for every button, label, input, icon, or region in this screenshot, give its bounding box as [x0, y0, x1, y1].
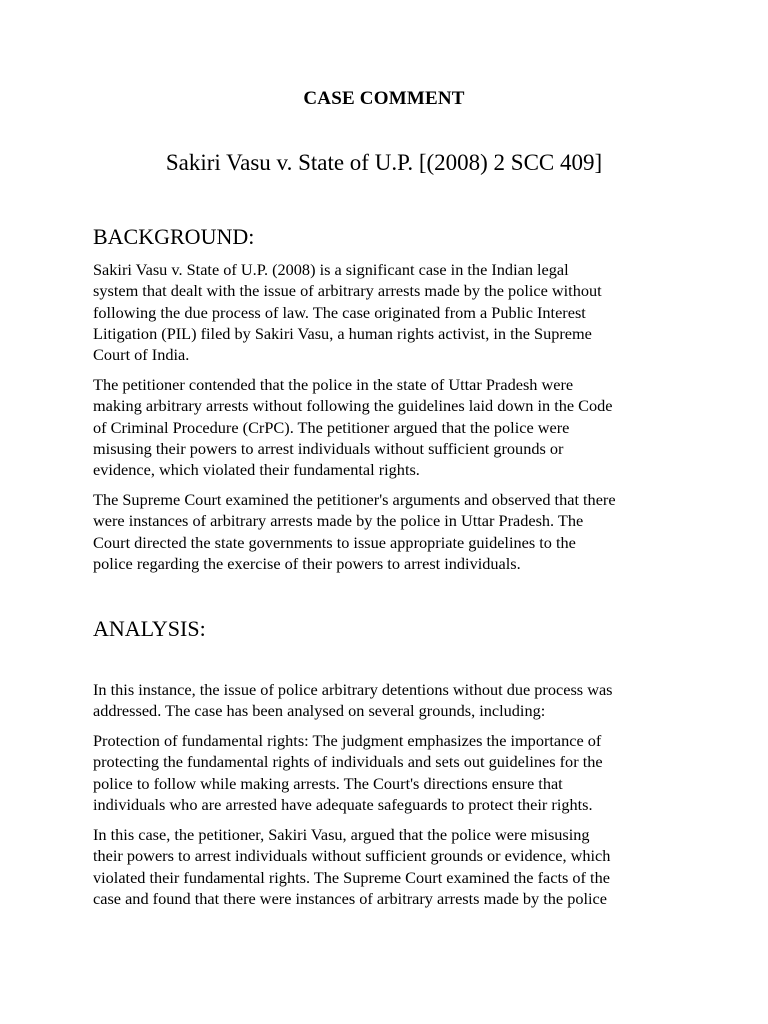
text-line: police to follow while making arrests. The Court's directions ensure that: [93, 773, 563, 793]
text-line: addressed. The case has been analysed on several grounds, including:: [93, 701, 546, 721]
text-line: their powers to arrest individuals without sufficient grounds or evidence, which: [93, 846, 611, 866]
analysis-paragraph-3: [93, 824, 678, 909]
text-line: of Criminal Procedure (CrPC). The petitioner argued that the police were: [93, 417, 570, 437]
text-line: violated their fundamental rights. The Supreme Court examined the facts of the: [93, 867, 610, 887]
text-line: Protection of fundamental rights: The judgment emphasizes the importance of: [93, 731, 602, 750]
background-paragraph-2: [93, 374, 678, 480]
text-line: Court directed the state governments to issue appropriate guidelines to the: [93, 532, 576, 552]
document-title: CASE COMMENT: [303, 88, 465, 109]
text-line: Court of India.: [93, 345, 190, 365]
text-line: following the due process of law. The case originated from a Public Interest: [93, 302, 586, 322]
background-heading: BACKGROUND:: [93, 224, 255, 249]
text-line: The Supreme Court examined the petitioner's arguments and observed that there: [93, 490, 616, 509]
background-paragraph-3: [93, 489, 678, 574]
text-line: The petitioner contended that the police in the state of Uttar Pradesh were: [93, 375, 574, 394]
analysis-heading: ANALYSIS:: [93, 616, 206, 641]
text-line: were instances of arbitrary arrests made by the police in Uttar Pradesh. The: [93, 511, 584, 531]
case-citation: Sakiri Vasu v. State of U.P. [(2008) 2 SCC 409]: [165, 150, 603, 175]
analysis-paragraph-2: [93, 730, 678, 815]
text-line: In this case, the petitioner, Sakiri Vasu, argued that the police were misusing: [93, 825, 590, 844]
text-line: protecting the fundamental rights of individuals and sets out guidelines for the: [93, 752, 603, 772]
text-line: individuals who are arrested have adequate safeguards to protect their rights.: [93, 794, 593, 814]
text-line: police regarding the exercise of their powers to arrest individuals.: [93, 553, 521, 573]
analysis-paragraph-1: [93, 679, 678, 722]
text-line: evidence, which violated their fundamental rights.: [93, 460, 420, 480]
text-line: In this instance, the issue of police arbitrary detentions without due process was: [93, 680, 613, 699]
text-line: system that dealt with the issue of arbitrary arrests made by the police without: [93, 281, 602, 301]
text-line: making arbitrary arrests without following the guidelines laid down in the Code: [93, 396, 613, 416]
text-line: case and found that there were instances of arbitrary arrests made by the police: [93, 888, 607, 908]
text-line: Litigation (PIL) filed by Sakiri Vasu, a human rights activist, in the Supreme: [93, 323, 592, 343]
background-paragraph-1: [93, 259, 678, 365]
text-line: Sakiri Vasu v. State of U.P. (2008) is a significant case in the Indian legal: [93, 260, 569, 279]
text-line: misusing their powers to arrest individuals without sufficient grounds or: [93, 438, 564, 458]
